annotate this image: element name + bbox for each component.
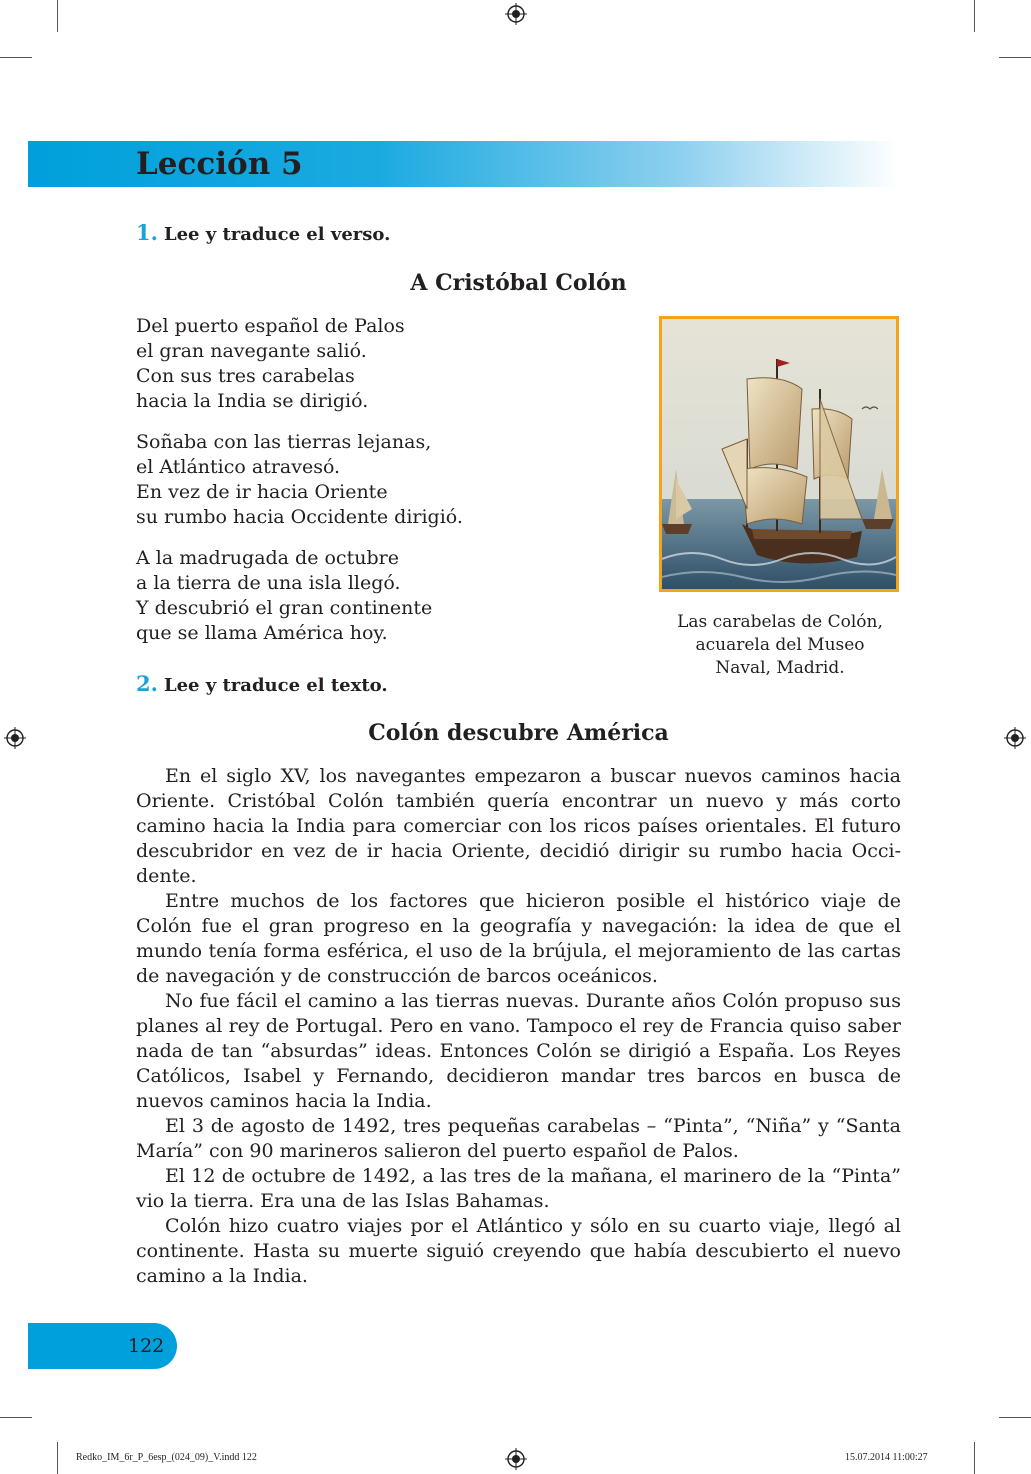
task-number: 1.: [136, 220, 158, 245]
crop-mark: [57, 0, 58, 32]
poem-line: A la madrugada de octubre: [136, 547, 399, 569]
task-2: [136, 671, 388, 696]
slug-timestamp: 15.07.2014 11:00:27: [845, 1452, 928, 1463]
task-instruction: Lee y traduce el verso.: [163, 224, 391, 245]
article-title: Colón descubre América: [368, 720, 669, 746]
caravel-illustration: [659, 316, 899, 592]
crop-mark: [999, 57, 1031, 58]
poem-line: hacia la India se dirigió.: [136, 390, 369, 412]
poem-line: el Atlántico atravesó.: [136, 456, 341, 478]
poem-line: Con sus tres carabelas: [136, 365, 355, 387]
article-paragraph: En el siglo XV, los navegantes empezaron a buscar nuevos caminos hacia Oriente. Cristóbal Colón también quería encontrar un nuevo y más corto camino hacia la India para comerciar con los ricos países orientales. El futuro descubridor en vez de ir hacia Oriente, decidió dirigir su rumbo hacia Occidente.: [136, 765, 901, 887]
crop-mark: [999, 1417, 1031, 1418]
slug-filename: Redko_IM_6r_P_6esp_(024_09)_V.indd 122: [76, 1452, 257, 1463]
crop-mark: [0, 1417, 32, 1418]
poem-line: a la tierra de una isla llegó.: [136, 572, 401, 594]
crop-mark: [57, 1442, 58, 1474]
poem-line: En vez de ir hacia Oriente: [136, 481, 388, 503]
poem-line: el gran navegante salió.: [136, 340, 367, 362]
figure-caption: [659, 611, 901, 680]
poem-line: su rumbo hacia Occidente dirigió.: [136, 506, 463, 528]
lesson-title: Lección 5: [136, 146, 303, 182]
task-number: 2.: [136, 671, 158, 696]
task-1: [136, 220, 390, 245]
poem-title: A Cristóbal Colón: [410, 270, 627, 296]
poem-stanza: [136, 314, 606, 414]
registration-mark-icon: [1004, 727, 1026, 749]
page-number: 122: [128, 1335, 165, 1357]
registration-mark-icon: [505, 1448, 527, 1470]
article-paragraph: Colón hizo cuatro viajes por el Atlántico y sólo en su cuarto viaje, llegó al continente. Hasta su muerte siguió creyendo que había descubierto el nuevo camino a la India.: [136, 1215, 901, 1287]
caption-line: Naval, Madrid.: [715, 658, 845, 678]
poem-line: Y descubrió el gran continente: [136, 597, 433, 619]
poem-line: que se llama América hoy.: [136, 622, 388, 644]
crop-mark: [974, 0, 975, 32]
poem-line: Soñaba con las tierras lejanas,: [136, 431, 432, 453]
caption-line: acuarela del Museo: [695, 635, 865, 655]
registration-mark-icon: [4, 727, 26, 749]
article-paragraph: No fue fácil el camino a las tierras nuevas. Durante años Colón propuso sus planes al rey de Portugal. Pero en vano. Tampoco el rey de Francia quiso saber nada de tan “absurdas” ideas. Entonces Colón se dirigió a España. Los Reyes Católicos, Isabel y Fernando, decidieron mandar tres barcos en busca de nuevos caminos hacia la India.: [136, 990, 901, 1112]
crop-mark: [0, 57, 32, 58]
ship-icon: [662, 319, 896, 589]
poem-stanza: [136, 430, 606, 530]
task-instruction: Lee y traduce el texto.: [163, 675, 388, 696]
registration-mark-icon: [505, 3, 527, 25]
poem: [136, 314, 606, 662]
poem-line: Del puerto español de Palos: [136, 315, 405, 337]
article-paragraph: El 3 de agosto de 1492, tres pequeñas carabelas – “Pinta”, “Niña” y “Santa María” con 90 marineros salieron del puerto español de Palos.: [136, 1115, 901, 1162]
poem-stanza: [136, 546, 606, 646]
article-paragraph: El 12 de octubre de 1492, a las tres de la mañana, el marinero de la “Pinta” vio la tierra. Era una de las Islas Bahamas.: [136, 1165, 901, 1212]
article-body: [136, 764, 901, 1289]
caption-line: Las carabelas de Colón,: [677, 612, 883, 632]
crop-mark: [974, 1442, 975, 1474]
article-paragraph: Entre muchos de los factores que hicieron posible el histórico viaje de Colón fue el gran progreso en la geografía y navegación: la idea de que el mundo tenía forma esférica, el uso de la brújula, el mejoramiento de las cartas de navegación y de construcción de barcos oceánicos.: [136, 890, 901, 987]
